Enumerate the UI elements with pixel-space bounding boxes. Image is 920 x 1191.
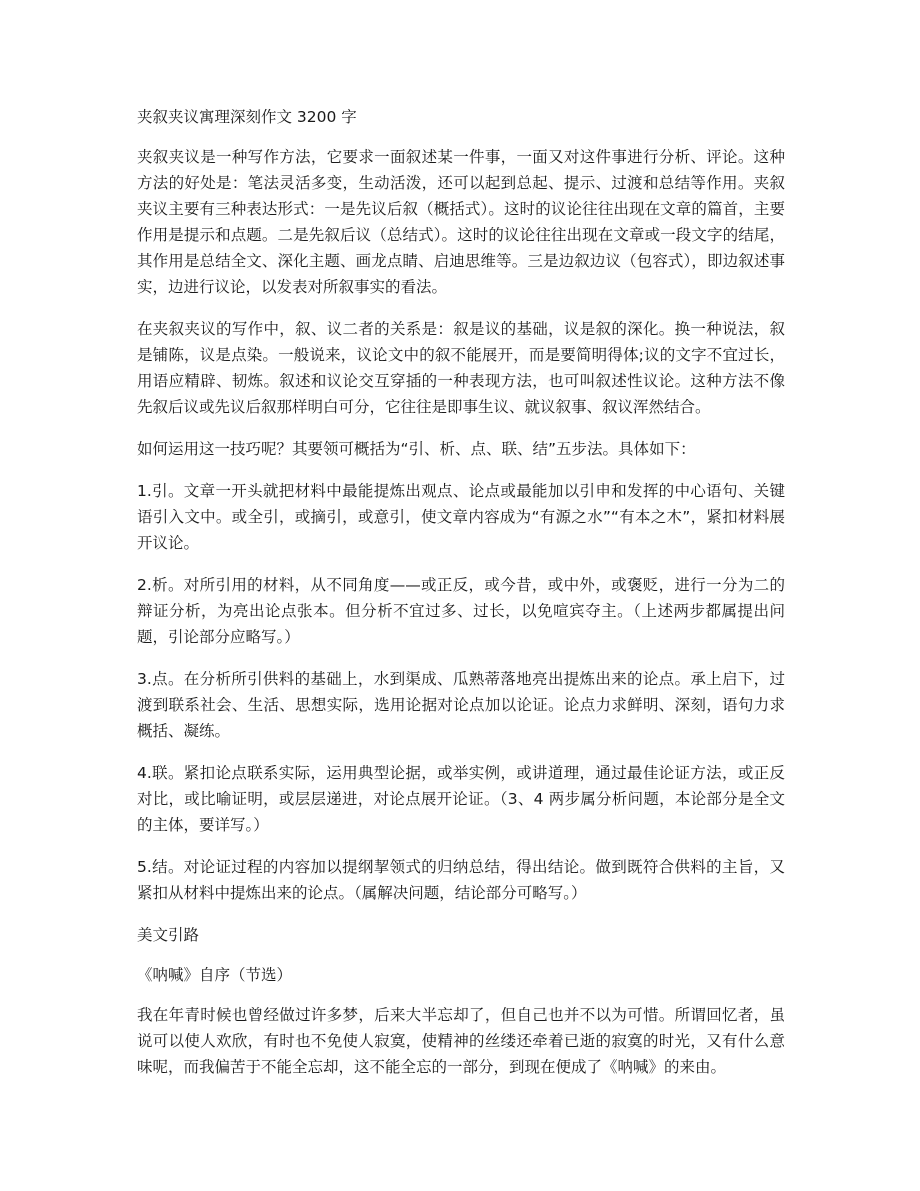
paragraph-step-3: 3.点。在分析所引供料的基础上，水到渠成、瓜熟蒂落地亮出提炼出来的论点。承上启下，过渡到联系社会、生活、思想实际，选用论据对论点加以论证。论点力求鲜明、深刻，语句力求概括、凝练。 bbox=[137, 670, 785, 740]
paragraph-definition: 夹叙夹议是一种写作方法，它要求一面叙述某一件事，一面又对这件事进行分析、评论。这种方法的好处是：笔法灵活多变，生动活泼，还可以起到总起、提示、过渡和总结等作用。夹叙夹议主要有三种表达形式：一是先议后叙（概括式）。这时的议论往往出现在文章的篇首，主要作用是提示和点题。二是先叙后议（总结式）。这时的议论往往出现在文章或一段文字的结尾，其作用是总结全文、深化主题、画龙点睛、启迪思维等。三是边叙边议（包容式），即边叙述事实，边进行议论，以发表对所叙事实的看法。 bbox=[137, 148, 785, 296]
excerpt-title: 《呐喊》自序（节选） bbox=[137, 966, 293, 984]
paragraph-five-steps-intro: 如何运用这一技巧呢？其要领可概括为“引、析、点、联、结”五步法。具体如下： bbox=[137, 440, 696, 458]
document-page bbox=[137, 104, 785, 1096]
paragraph-step-4: 4.联。紧扣论点联系实际，运用典型论据，或举实例，或讲道理，通过最佳论证方法，或正反对比，或比喻证明，或层层递进，对论点展开论证。（3、4 两步属分析问题，本论部分是全文的主体，要详写。） bbox=[137, 764, 785, 834]
paragraph-step-1: 1.引。文章一开头就把材料中最能提炼出观点、论点或最能加以引申和发挥的中心语句、关键语引入文中。或全引，或摘引，或意引，使文章内容成为“有源之水”“有本之木”，紧扣材料展开议论。 bbox=[137, 482, 785, 552]
document-title: 夹叙夹议寓理深刻作文 3200 字 bbox=[137, 108, 357, 126]
paragraph-relationship: 在夹叙夹议的写作中，叙、议二者的关系是：叙是议的基础，议是叙的深化。换一种说法，叙是铺陈，议是点染。一般说来，议论文中的叙不能展开，而是要简明得体;议的文字不宜过长，用语应精辟、韧炼。叙述和议论交互穿插的一种表现方法，也可叫叙述性议论。这种方法不像先叙后议或先议后叙那样明白可分，它往往是即事生议、就议叙事、叙议浑然结合。 bbox=[137, 320, 785, 416]
section-heading: 美文引路 bbox=[137, 926, 200, 944]
paragraph-step-5: 5.结。对论证过程的内容加以提纲挈领式的归纳总结，得出结论。做到既符合供料的主旨，又紧扣从材料中提炼出来的论点。（属解决问题，结论部分可略写。） bbox=[137, 858, 785, 902]
excerpt-paragraph: 我在年青时候也曾经做过许多梦，后来大半忘却了，但自己也并不以为可惜。所谓回忆者，虽说可以使人欢欣，有时也不免使人寂寞，使精神的丝缕还牵着已逝的寂寞的时光，又有什么意味呢，而我偏苦于不能全忘却，这不能全忘的一部分，到现在便成了《呐喊》的来由。 bbox=[137, 1006, 785, 1076]
paragraph-step-2: 2.析。对所引用的材料，从不同角度——或正反，或今昔，或中外，或褒贬，进行一分为二的辩证分析，为亮出论点张本。但分析不宜过多、过长，以免喧宾夺主。（上述两步都属提出问题，引论部分应略写。） bbox=[137, 576, 785, 646]
